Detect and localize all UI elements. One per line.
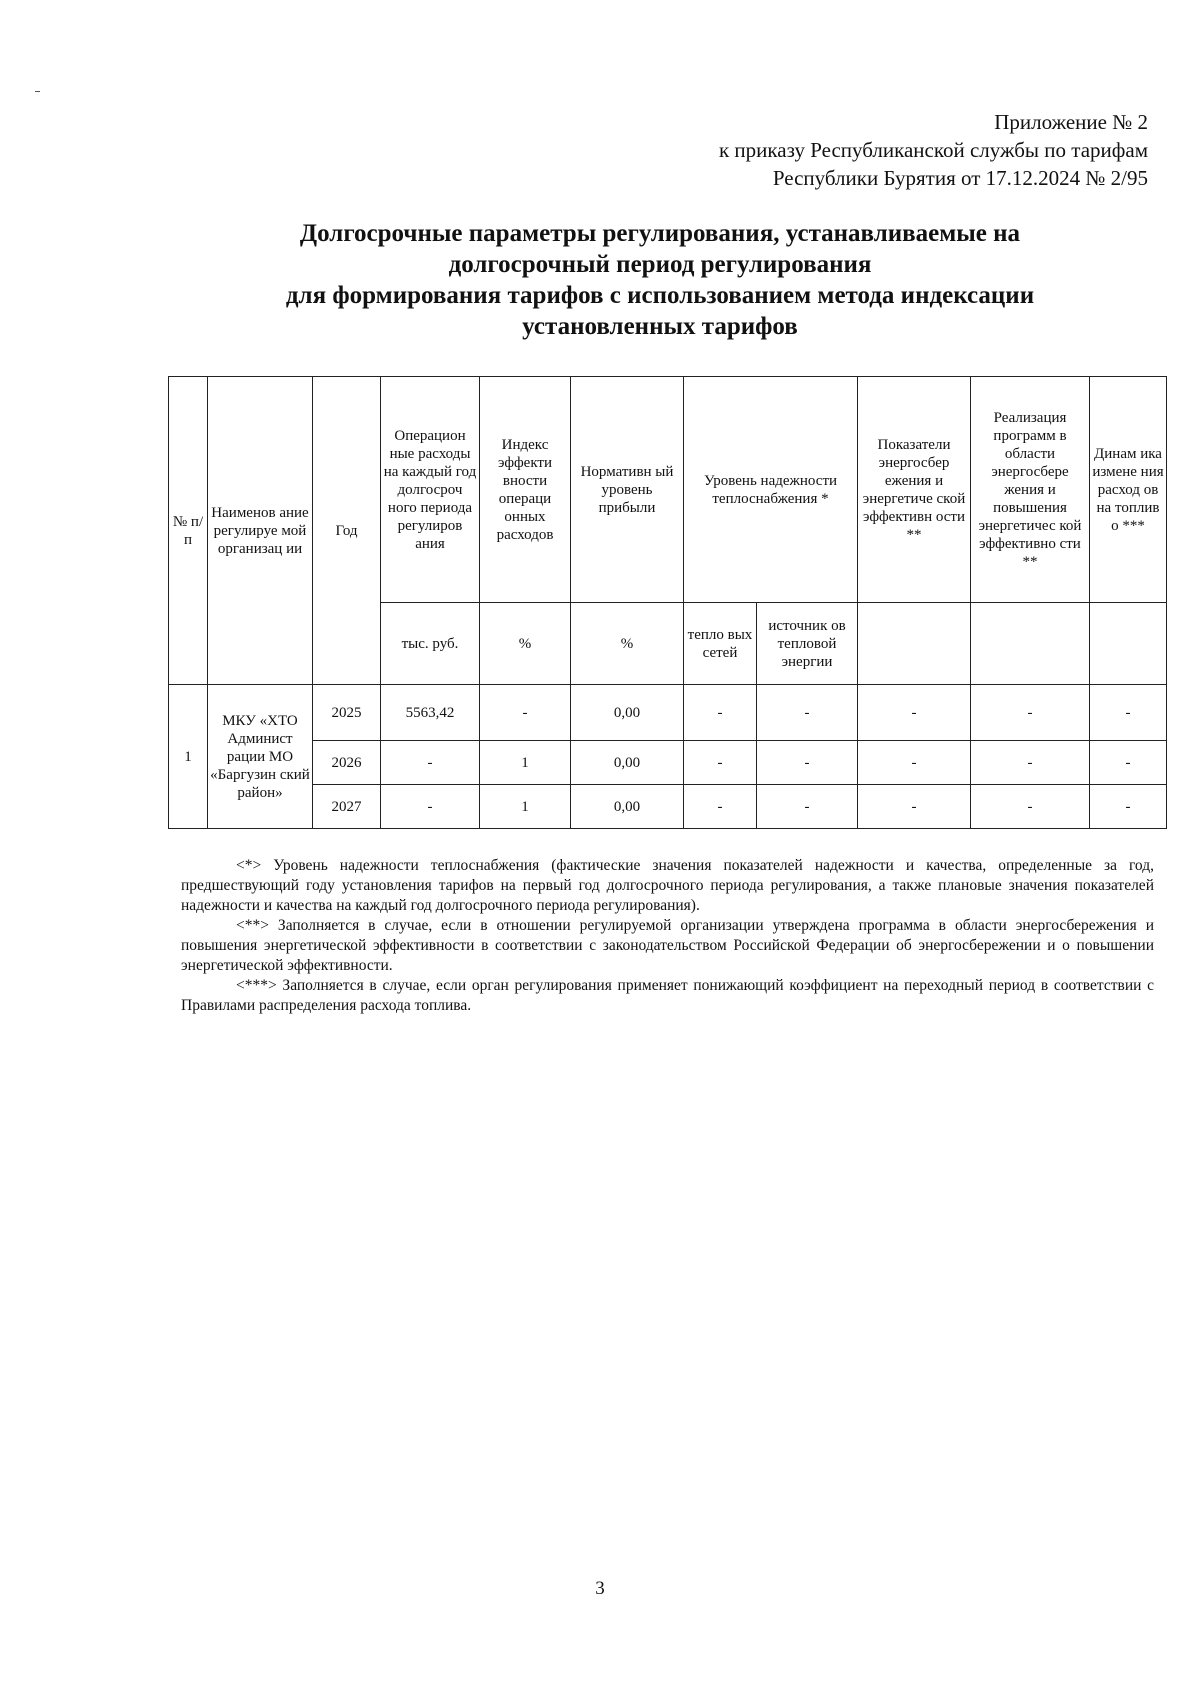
appendix-line-2: к приказу Республиканской службы по тарифам <box>718 138 1148 162</box>
footnote-2: <**> Заполняется в случае, если в отношении регулируемой организации утверждена программа в области энергосбережения и повышения энергетической эффективности в соответствии с законодательством Российской Федерации об энергосбережении и о повышении энергетической эффективности. <box>181 917 1154 974</box>
cell-fuel: - <box>1090 685 1167 741</box>
unit-sources: источник ов тепловой энергии <box>757 603 858 685</box>
unit-empty <box>971 603 1090 685</box>
unit-networks: тепло вых сетей <box>684 603 757 685</box>
footnote-1: <*> Уровень надежности теплоснабжения (фактические значения показателей надежности и качества, определенные за год, предшествующий году установления тарифов на первый год долгосрочного периода регулирования, а также плановые значения показателей надежности и качества на каждый год долгосрочного периода регулирования). <box>181 857 1154 914</box>
cell-fuel: - <box>1090 741 1167 785</box>
cell-networks: - <box>684 785 757 829</box>
cell-index: 1 <box>480 785 571 829</box>
unit-opex: тыс. руб. <box>381 603 480 685</box>
table-row <box>169 685 1167 741</box>
cell-energy: - <box>858 685 971 741</box>
cell-org-number: 1 <box>169 685 208 829</box>
unit-empty <box>858 603 971 685</box>
title-line-3: для формирования тарифов с использованием метода индексации <box>285 282 1035 309</box>
footnote-3: <***> Заполняется в случае, если орган регулирования применяет понижающий коэффициент на переходный период в соответствии с Правилами распределения расхода топлива. <box>181 977 1154 1014</box>
cell-year: 2026 <box>313 741 381 785</box>
footnotes <box>181 856 1154 1016</box>
unit-index: % <box>480 603 571 685</box>
cell-networks: - <box>684 741 757 785</box>
cell-profit: 0,00 <box>571 741 684 785</box>
table-row <box>169 785 1167 829</box>
cell-opex: 5563,42 <box>381 685 480 741</box>
title-line-1: Долгосрочные параметры регулирования, устанавливаемые на <box>299 220 1021 247</box>
header-year: Год <box>313 377 381 685</box>
cell-programs: - <box>971 785 1090 829</box>
cell-opex: - <box>381 785 480 829</box>
cell-year: 2027 <box>313 785 381 829</box>
parameters-table <box>168 376 1167 829</box>
cell-profit: 0,00 <box>571 685 684 741</box>
header-profit: Нормативн ый уровень прибыли <box>571 377 684 603</box>
header-org: Наименов ание регулируе мой организац ии <box>208 377 313 685</box>
title-line-2: долгосрочный период регулирования <box>448 251 872 278</box>
unit-empty <box>1090 603 1167 685</box>
title-line-4: установленных тарифов <box>522 313 798 340</box>
header-row <box>169 377 1167 603</box>
cell-profit: 0,00 <box>571 785 684 829</box>
header-reliability: Уровень надежности теплоснабжения * <box>684 377 858 603</box>
unit-profit: % <box>571 603 684 685</box>
header-fuel-dynamics: Динам ика измене ния расход ов на топлив о *** <box>1090 377 1167 603</box>
header-energy-indicators: Показатели энергосбер ежения и энергетиче ской эффективн ости ** <box>858 377 971 603</box>
cell-fuel: - <box>1090 785 1167 829</box>
document-title <box>175 218 1145 342</box>
appendix-header <box>448 108 1148 192</box>
cell-programs: - <box>971 741 1090 785</box>
cell-index: 1 <box>480 741 571 785</box>
appendix-line-3: Республики Бурятия от 17.12.2024 № 2/95 <box>772 166 1148 190</box>
cell-networks: - <box>684 685 757 741</box>
cell-year: 2025 <box>313 685 381 741</box>
appendix-line-1: Приложение № 2 <box>994 110 1148 134</box>
cell-index: - <box>480 685 571 741</box>
cell-sources: - <box>757 685 858 741</box>
table-row <box>169 741 1167 785</box>
header-opex: Операцион ные расходы на каждый год долгосроч ного периода регулиров ания <box>381 377 480 603</box>
cell-energy: - <box>858 785 971 829</box>
cell-energy: - <box>858 741 971 785</box>
page-number: 3 <box>595 1578 605 1599</box>
scan-mark <box>35 91 40 92</box>
cell-opex: - <box>381 741 480 785</box>
cell-org-name: МКУ «ХТО Админист рации МО «Баргузин ский район» <box>208 685 313 829</box>
cell-programs: - <box>971 685 1090 741</box>
header-num: № п/ п <box>169 377 208 685</box>
cell-sources: - <box>757 785 858 829</box>
cell-sources: - <box>757 741 858 785</box>
header-index: Индекс эффекти вности операци онных расходов <box>480 377 571 603</box>
header-programs: Реализация программ в области энергосбере жения и повышения энергетичес кой эффективно сти ** <box>971 377 1090 603</box>
